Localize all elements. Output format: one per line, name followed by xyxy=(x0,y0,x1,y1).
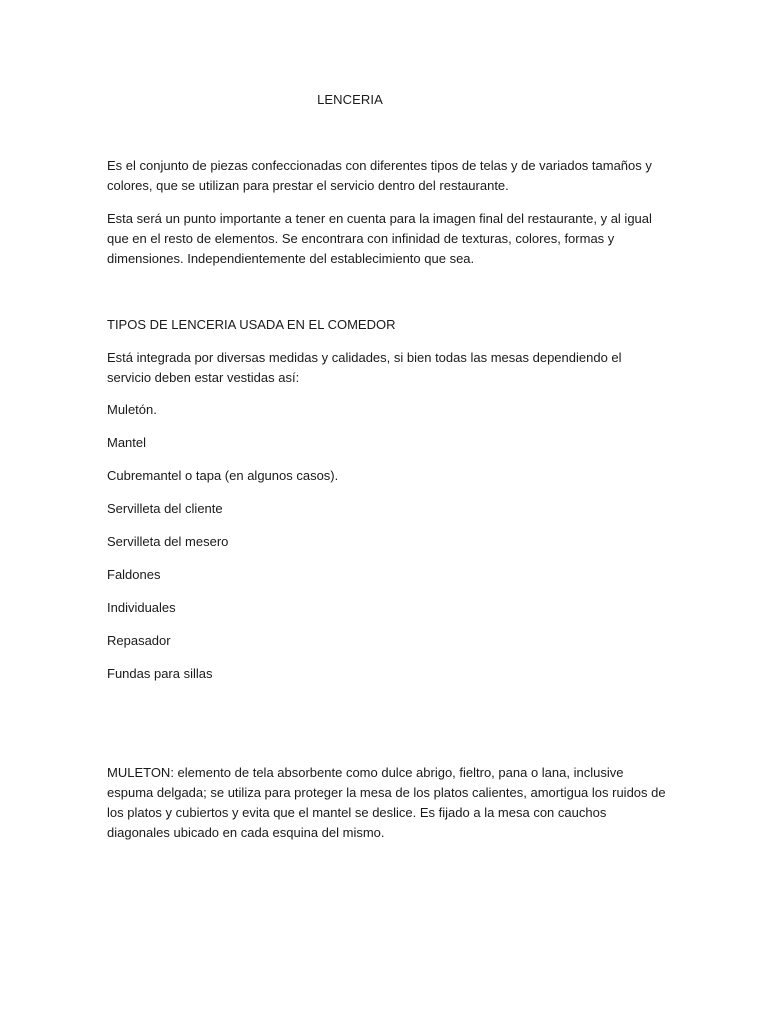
lenceria-items-list xyxy=(107,400,338,697)
intro-paragraph-1: Es el conjunto de piezas confeccionadas con diferentes tipos de telas y de variados tamaños y colores, que se utilizan para prestar el servicio dentro del restaurante. xyxy=(107,158,652,193)
list-item: Individuales xyxy=(107,600,176,615)
list-item: Faldones xyxy=(107,567,161,582)
section-heading: TIPOS DE LENCERIA USADA EN EL COMEDOR xyxy=(107,317,396,332)
list-item: Servilleta del cliente xyxy=(107,501,223,516)
list-item: Servilleta del mesero xyxy=(107,534,229,549)
list-item: Cubremantel o tapa (en algunos casos). xyxy=(107,468,339,483)
list-item: Mantel xyxy=(107,435,147,450)
list-item: Repasador xyxy=(107,633,171,648)
list-item: Fundas para sillas xyxy=(107,666,213,681)
intro-paragraph-2: Esta será un punto importante a tener en cuenta para la imagen final del restaurante, y al igual que en el resto de elementos. Se encontrara con infinidad de texturas, colores, formas y dimensiones. Independientemente del establecimiento que sea. xyxy=(107,211,652,266)
muleton-paragraph: MULETON: elemento de tela absorbente como dulce abrigo, fieltro, pana o lana, inclusive espuma delgada; se utiliza para proteger la mesa de los platos calientes, amortigua los ruidos de los platos y cubiertos y evita que el mantel se deslice. Es fijado a la mesa con cauchos diagonales ubicado en cada esquina del mismo. xyxy=(107,765,666,840)
section-intro-paragraph: Está integrada por diversas medidas y calidades, si bien todas las mesas dependiendo el servicio deben estar vestidas así: xyxy=(107,350,622,385)
document-title: LENCERIA xyxy=(317,92,383,107)
list-item: Muletón. xyxy=(107,402,157,417)
